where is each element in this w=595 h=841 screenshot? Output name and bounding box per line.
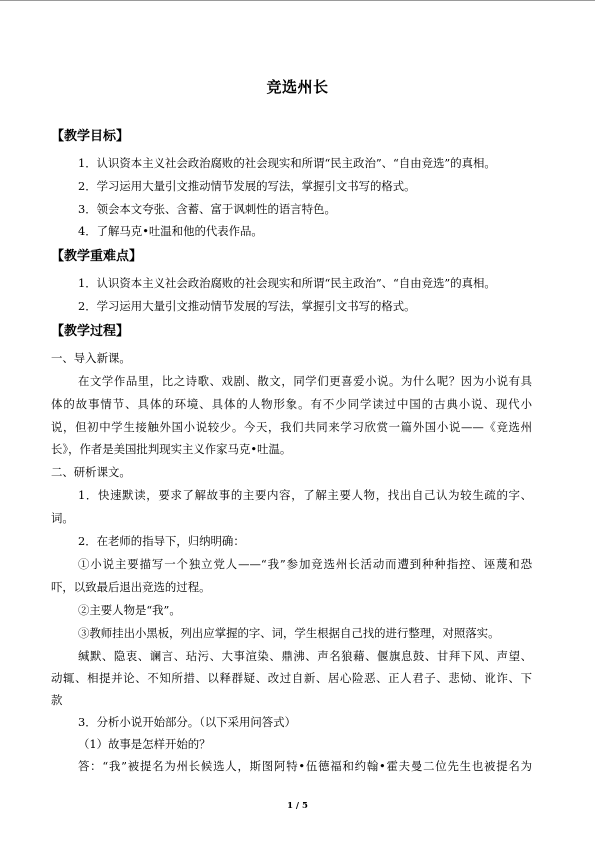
- goal-item: 4．了解马克•吐温和他的代表作品。: [78, 224, 263, 238]
- paragraph-line: ②主要人物是“我”。: [78, 603, 181, 617]
- section-heading: 二、研析课文。: [51, 465, 131, 479]
- heading-process: 【教学过程】: [51, 324, 130, 339]
- paragraph-line: 词。: [51, 511, 74, 525]
- top-rule: [0, 0, 595, 1]
- page-number: 1 / 5: [287, 801, 308, 811]
- paragraph-line: 2．在老师的指导下，归纳明确：: [78, 534, 245, 548]
- vocab-line: 款: [51, 693, 63, 707]
- vocab-line: 缄默、隐衷、谰言、玷污、大事渲染、鼎沸、声名狼藉、偃旗息鼓、甘拜下风、声望、: [78, 649, 532, 663]
- paragraph-line: 体的故事情节、具体的环境、具体的人物形象。有不少同学读过中国的古典小说、现代小: [51, 397, 532, 411]
- goal-item: 2．学习运用大量引文推动情节发展的写法，掌握引文书写的格式。: [78, 179, 416, 193]
- paragraph-line: 在文学作品里，比之诗歌、戏剧、散文，同学们更喜爱小说。为什么呢？因为小说有具: [78, 374, 532, 388]
- answer-line: 答：“我”被提名为州长候选人，斯图阿特•伍德福和约翰•霍夫曼二位先生也被提名为: [78, 759, 532, 773]
- paragraph-line: 吓，以致最后退出竞选的过程。: [51, 580, 211, 594]
- paragraph-line: ③教师挂出小黑板，列出应掌握的字、词，学生根据自己找的进行整理，对照落实。: [78, 626, 500, 640]
- section-heading: 一、导入新课。: [51, 351, 131, 365]
- goal-item: 1．认识资本主义社会政治腐败的社会现实和所谓“民主政治”、“自由竞选”的真相。: [78, 156, 496, 170]
- paragraph-line: 说，但初中学生接触外国小说较少。今天，我们共同来学习欣赏一篇外国小说——《竞选州: [51, 420, 532, 434]
- paragraph-line: 3．分析小说开始部分。（以下采用问答式）: [78, 715, 296, 729]
- paragraph-line: 长》，作者是美国批判现实主义作家马克•吐温。: [51, 442, 292, 456]
- paragraph-line: ①小说主要描写一个独立党人——“我”参加竞选州长活动而遭到种种指控、诬蔑和恐: [78, 557, 532, 571]
- goal-item: 3．领会本文夸张、含蓄、富于讽刺性的语言特色。: [78, 202, 336, 216]
- vocab-line: 动辄、相提并论、不知所措、以释群疑、改过自新、居心险恶、正人君子、悲恸、讹诈、下: [51, 671, 532, 685]
- paragraph-line: 1．快速默读，要求了解故事的主要内容，了解主要人物，找出自己认为较生疏的字、: [78, 488, 532, 502]
- heading-key-points: 【教学重难点】: [51, 249, 143, 264]
- key-point-item: 2．学习运用大量引文推动情节发展的写法，掌握引文书写的格式。: [78, 299, 416, 313]
- heading-goals: 【教学目标】: [51, 129, 130, 144]
- key-point-item: 1．认识资本主义社会政治腐败的社会现实和所谓“民主政治”、“自由竞选”的真相。: [78, 276, 496, 290]
- page-title: 竞选州长: [266, 78, 329, 96]
- question-line: （1）故事是怎样开始的？: [78, 737, 211, 751]
